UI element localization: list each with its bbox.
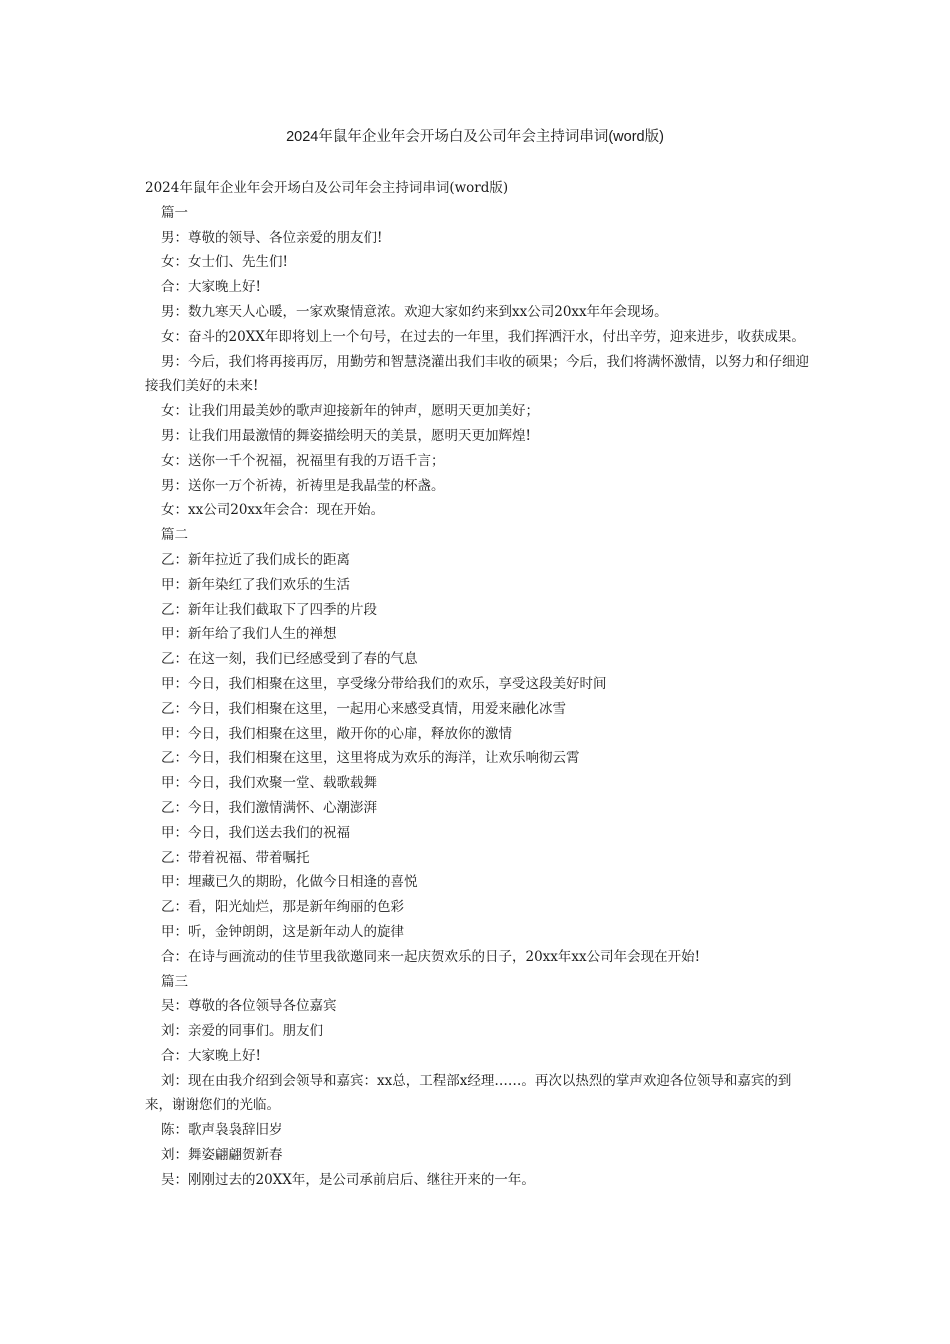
dialogue-line: 刘：亲爱的同事们。朋友们 — [161, 1023, 323, 1040]
dialogue-line: 乙：今日，我们相聚在这里，这里将成为欢乐的海洋，让欢乐响彻云霄 — [161, 750, 580, 767]
document-heading: 2024年鼠年企业年会开场白及公司年会主持词串词(word版) — [145, 180, 509, 196]
dialogue-line: 乙：今日，我们相聚在这里，一起用心来感受真情，用爱来融化冰雪 — [161, 700, 566, 717]
dialogue-line: 乙：新年让我们截取下了四季的片段 — [161, 601, 377, 618]
dialogue-line: 甲：今日，我们相聚在这里，敞开你的心扉，释放你的激情 — [161, 725, 512, 742]
dialogue-line: 女：送你一千个祝福，祝福里有我的万语千言； — [161, 452, 445, 469]
dialogue-line: 刘：舞姿翩翩贺新春 — [161, 1147, 283, 1164]
dialogue-paragraph: 刘：现在由我介绍到会领导和嘉宾：xx总，工程部x经理……。再次以热烈的掌声欢迎各位领导和嘉宾的到来，谢谢您们的光临。 — [145, 1072, 792, 1114]
dialogue-line: 甲：新年给了我们人生的禅想 — [161, 626, 337, 643]
dialogue-line: 甲：今日，我们相聚在这里，享受缘分带给我们的欢乐，享受这段美好时间 — [161, 675, 607, 692]
dialogue-line: 陈：歌声袅袅辞旧岁 — [161, 1122, 283, 1139]
document-body — [145, 176, 810, 1193]
dialogue-line: 甲：今日，我们送去我们的祝福 — [161, 824, 350, 841]
section-heading-3: 篇三 — [161, 973, 188, 990]
dialogue-line: 吴：刚刚过去的20XX年，是公司承前启后、继往开来的一年。 — [161, 1171, 535, 1188]
dialogue-line: 男：尊敬的领导、各位亲爱的朋友们! — [161, 229, 383, 246]
dialogue-line: 甲：新年染红了我们欢乐的生活 — [161, 576, 350, 593]
dialogue-line: 女：让我们用最美妙的歌声迎接新年的钟声，愿明天更加美好； — [161, 403, 539, 420]
dialogue-line: 甲：埋藏已久的期盼，化做今日相逢的喜悦 — [161, 874, 418, 891]
dialogue-line: 男：送你一万个祈祷，祈祷里是我晶莹的杯盏。 — [161, 477, 445, 494]
dialogue-line: 吴：尊敬的各位领导各位嘉宾 — [161, 998, 337, 1015]
dialogue-line: 乙：看，阳光灿烂，那是新年绚丽的色彩 — [161, 899, 404, 916]
dialogue-line: 合：大家晚上好! — [161, 279, 261, 296]
dialogue-line: 乙：在这一刻，我们已经感受到了春的气息 — [161, 651, 418, 668]
dialogue-line: 女：xx公司20xx年会合：现在开始。 — [161, 502, 385, 519]
dialogue-line: 乙：带着祝福、带着嘱托 — [161, 849, 310, 866]
section-heading-1: 篇一 — [161, 204, 188, 221]
dialogue-line: 乙：今日，我们激情满怀、心潮澎湃 — [161, 799, 377, 816]
dialogue-line: 甲：今日，我们欢聚一堂、载歌载舞 — [161, 775, 377, 792]
dialogue-line: 男：数九寒天人心暖，一家欢聚情意浓。欢迎大家如约来到xx公司20xx年年会现场。 — [161, 303, 668, 320]
dialogue-line: 乙：新年拉近了我们成长的距离 — [161, 551, 350, 568]
dialogue-line: 合：在诗与画流动的佳节里我欲邀同来一起庆贺欢乐的日子，20xx年xx公司年会现在开始! — [161, 948, 701, 965]
section-heading-2: 篇二 — [161, 527, 188, 544]
dialogue-line: 甲：听，金钟朗朗，这是新年动人的旋律 — [161, 923, 404, 940]
page-title: 2024年鼠年企业年会开场白及公司年会主持词串词(word版) — [286, 129, 664, 145]
dialogue-line: 男：让我们用最激情的舞姿描绘明天的美景，愿明天更加辉煌! — [161, 427, 531, 444]
dialogue-paragraph: 男：今后，我们将再接再厉，用勤劳和智慧浇灌出我们丰收的硕果；今后，我们将满怀激情，以努力和仔细迎接我们美好的未来! — [145, 353, 809, 395]
dialogue-line: 合：大家晚上好! — [161, 1047, 261, 1064]
dialogue-paragraph: 女：奋斗的20XX年即将划上一个句号，在过去的一年里，我们挥洒汗水，付出辛劳，迎来进步，收获成果。 — [161, 328, 805, 345]
dialogue-line: 女：女士们、先生们! — [161, 254, 288, 271]
